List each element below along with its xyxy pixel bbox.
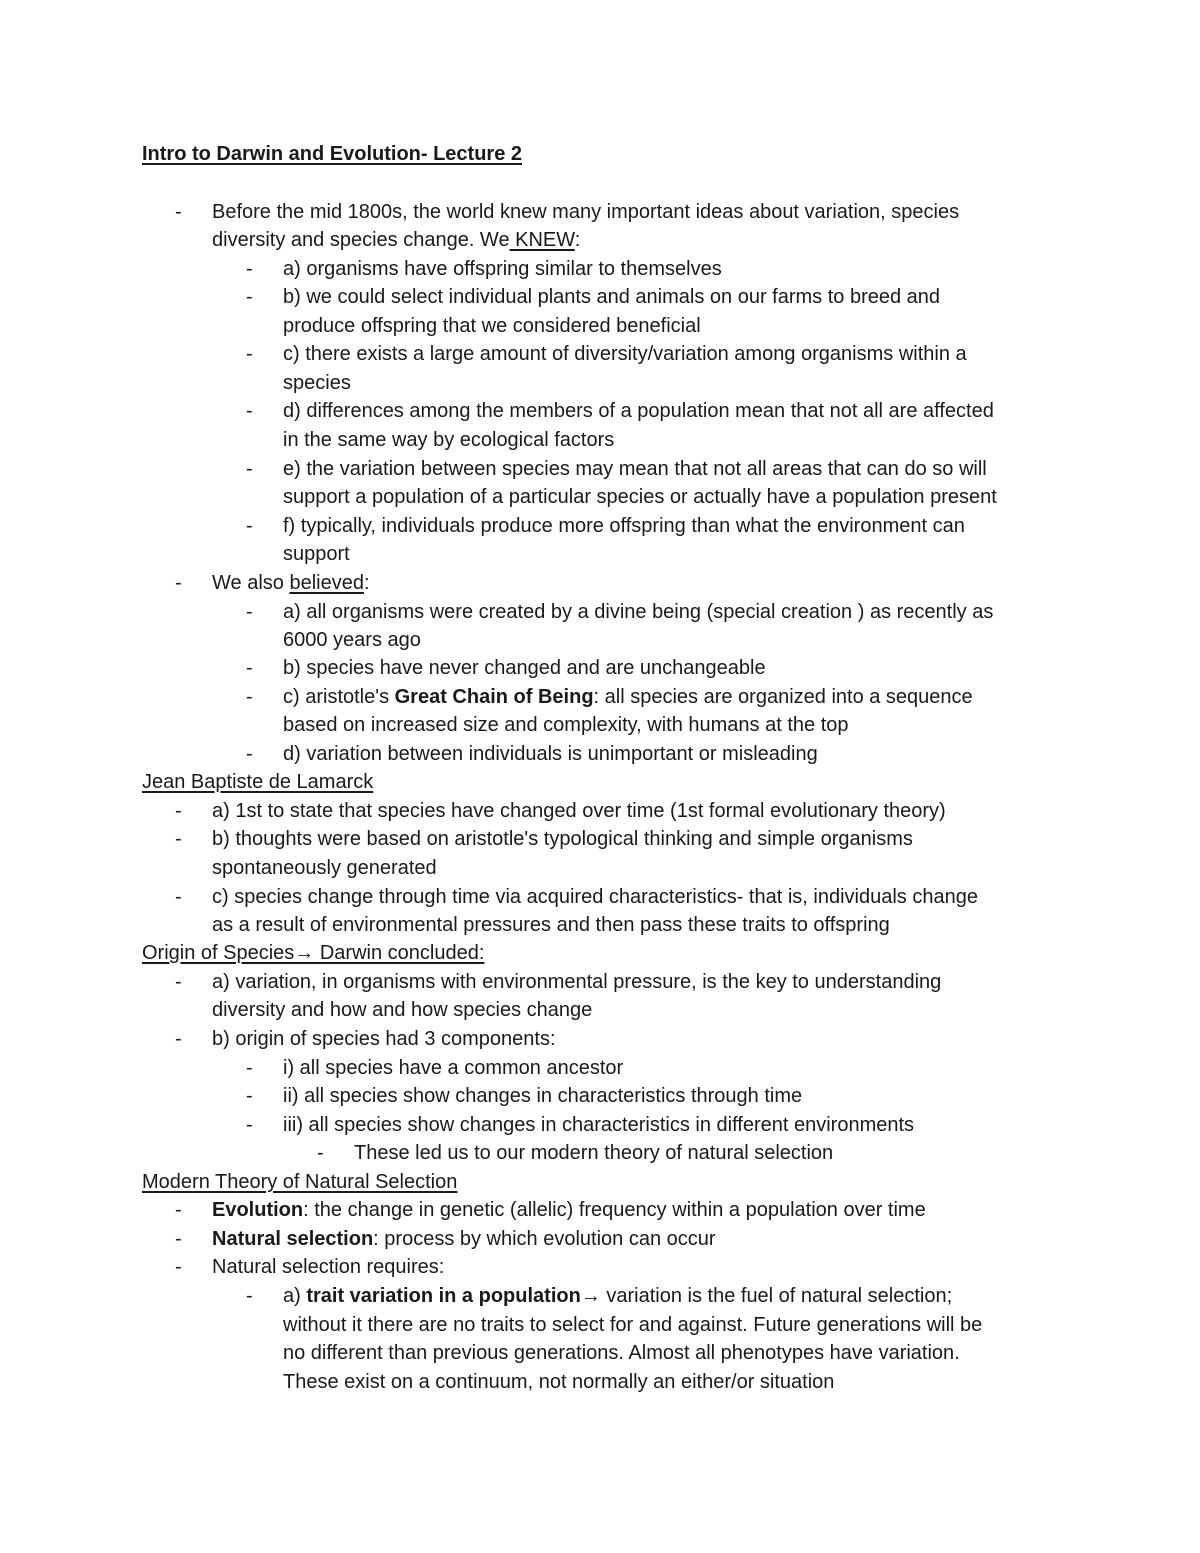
bullet-dash: - [246,743,253,765]
lamarck-item-a: a) 1st to state that species have changed over time (1st formal evolutionary theory) [212,800,946,822]
modern-heading: Modern Theory of Natural Selection [142,1171,458,1193]
knew-item-b: b) we could select individual plants and animals on our farms to breed and [283,286,941,308]
origin-heading: Origin of Species→ Darwin concluded: [142,942,485,964]
requires-item-a [283,1284,952,1308]
bullet-dash: - [246,515,253,537]
bullet-dash: - [317,1142,324,1164]
believed-item-b: b) species have never changed and are unchangeable [283,657,766,679]
requires-item-a-pre: a) [283,1285,307,1307]
believed-item-d: d) variation between individuals is unimportant or misleading [283,743,818,765]
origin-led-note: These led us to our modern theory of natural selection [354,1142,834,1164]
believed-line [212,571,370,595]
believed-item-c-post: : all species are organized into a sequence [593,686,973,708]
origin-component-i: i) all species have a common ancestor [283,1057,624,1079]
knew-item-d-cont: in the same way by ecological factors [283,429,615,451]
believed-item-c-pre: c) aristotle's [283,686,395,708]
bullet-dash: - [175,1228,182,1250]
bullet-dash: - [175,572,182,594]
evolution-text: : the change in genetic (allelic) frequency within a population over time [303,1199,926,1221]
knew-underlined: KNEW [509,229,575,251]
bullet-dash: - [246,343,253,365]
origin-item-a-cont: diversity and how and how species change [212,999,593,1021]
requires-line: Natural selection requires: [212,1256,445,1278]
bullet-dash: - [246,258,253,280]
believed-item-c-cont: based on increased size and complexity, with humans at the top [283,714,849,736]
bullet-dash: - [175,800,182,822]
bullet-dash: - [246,400,253,422]
bullet-dash: - [246,1114,253,1136]
lamarck-item-c: c) species change through time via acquired characteristics- that is, individuals change [212,886,978,908]
knew-item-e-cont: support a population of a particular species or actually have a population present [283,486,997,508]
requires-item-a-cont-3: These exist on a continuum, not normally an either/or situation [283,1371,835,1393]
knew-item-c: c) there exists a large amount of diversity/variation among organisms within a [283,343,967,365]
believed-item-a: a) all organisms were created by a divine being (special creation ) as recently as [283,601,994,623]
requires-item-a-post: → variation is the fuel of natural selection; [580,1285,953,1307]
knew-item-a: a) organisms have offspring similar to themselves [283,258,722,280]
bullet-dash: - [246,286,253,308]
knew-item-e: e) the variation between species may mean that not all areas that can do so will [283,458,987,480]
bullet-dash: - [246,657,253,679]
intro-line-1: Before the mid 1800s, the world knew many important ideas about variation, species [212,201,960,223]
origin-item-b: b) origin of species had 3 components: [212,1028,556,1050]
origin-item-a: a) variation, in organisms with environmental pressure, is the key to understanding [212,971,942,993]
believed-item-c [283,685,973,709]
requires-item-a-cont-2: no different than previous generations. Almost all phenotypes have variation. [283,1342,960,1364]
bullet-dash: - [175,828,182,850]
lamarck-item-b-cont: spontaneously generated [212,857,437,879]
believed-colon: : [363,572,370,594]
bullet-dash: - [175,971,182,993]
knew-item-d: d) differences among the members of a population mean that not all are affected [283,400,994,422]
bullet-dash: - [246,601,253,623]
page-title: Intro to Darwin and Evolution- Lecture 2 [142,143,523,165]
lamarck-heading: Jean Baptiste de Lamarck [142,771,374,793]
lamarck-item-c-cont: as a result of environmental pressures and then pass these traits to offspring [212,914,890,936]
believed-underlined: believed [289,572,364,594]
lamarck-item-b: b) thoughts were based on aristotle's typological thinking and simple organisms [212,828,913,850]
knew-item-c-cont: species [283,372,351,394]
great-chain-bold: Great Chain of Being [394,686,594,708]
intro-text: diversity and species change. We [212,229,510,251]
intro-colon: : [574,229,581,251]
bullet-dash: - [246,458,253,480]
evolution-definition [212,1198,926,1222]
intro-line-2 [212,228,580,252]
natural-selection-definition [212,1227,716,1251]
trait-variation-bold: trait variation in a population [306,1285,581,1307]
natural-selection-term: Natural selection [212,1228,374,1250]
evolution-term: Evolution [212,1199,304,1221]
bullet-dash: - [175,1256,182,1278]
bullet-dash: - [246,1285,253,1307]
knew-item-b-cont: produce offspring that we considered beneficial [283,315,701,337]
requires-item-a-cont-1: without it there are no traits to select for and against. Future generations will be [283,1314,983,1336]
bullet-dash: - [175,201,182,223]
bullet-dash: - [175,1028,182,1050]
origin-component-iii: iii) all species show changes in characteristics in different environments [283,1114,915,1136]
bullet-dash: - [175,1199,182,1221]
believed-text: We also [212,572,290,594]
origin-component-ii: ii) all species show changes in characteristics through time [283,1085,803,1107]
knew-item-f-cont: support [283,543,350,565]
bullet-dash: - [175,886,182,908]
bullet-dash: - [246,1085,253,1107]
knew-item-f: f) typically, individuals produce more offspring than what the environment can [283,515,965,537]
natural-selection-text: : process by which evolution can occur [373,1228,716,1250]
believed-item-a-cont: 6000 years ago [283,629,421,651]
bullet-dash: - [246,1057,253,1079]
bullet-dash: - [246,686,253,708]
